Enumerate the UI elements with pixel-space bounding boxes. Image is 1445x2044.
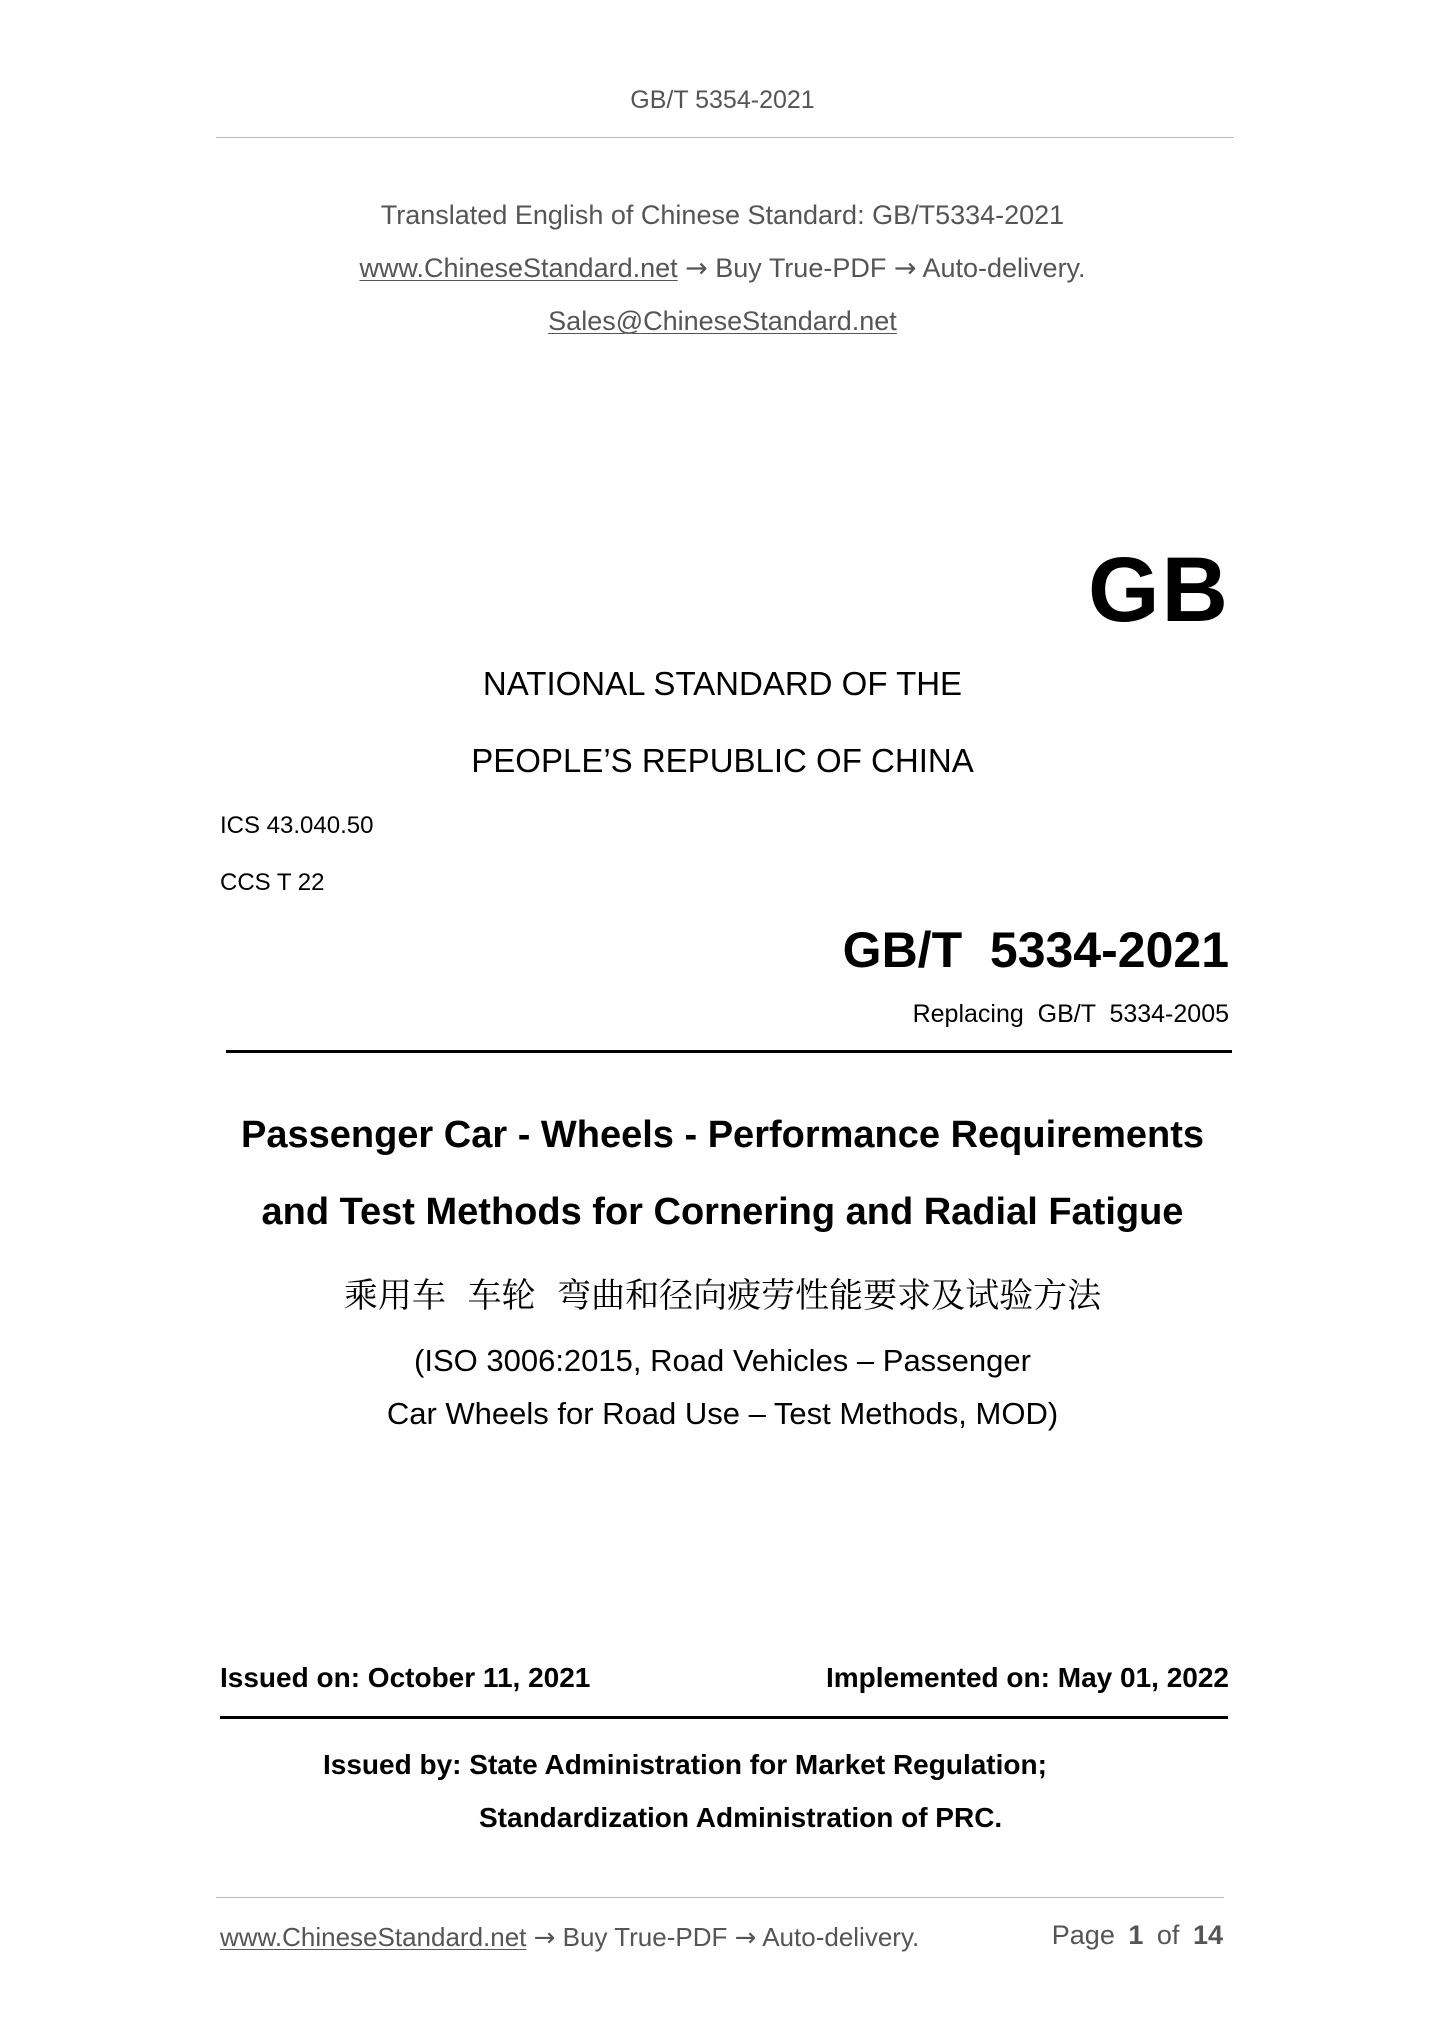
implemented-on: Implemented on: May 01, 2022 [825,1662,1229,1693]
footer-buy-text: Buy True-PDF [562,1922,728,1952]
delivery-text: Auto-delivery. [922,253,1086,283]
arrow-icon: → [685,253,708,284]
ics-code: ICS 43.040.50 [220,812,374,839]
promo-links-line [0,253,1445,284]
arrow-icon: → [533,1923,556,1953]
standard-number: GB/T 5334-2021 [842,922,1229,978]
page-label: Page [1051,1920,1115,1950]
iso-line-2: Car Wheels for Road Use – Test Methods, MOD) [386,1396,1059,1431]
replacing-note: Replacing GB/T 5334-2005 [912,1000,1229,1028]
page-indicator [1052,1920,1223,1951]
issued-by-line-2: Standardization Administration of PRC. [479,1802,1003,1833]
footer-site-link[interactable]: www.ChineseStandard.net [220,1922,527,1952]
translated-line: Translated English of Chinese Standard: GB/T5334-2021 [380,200,1065,230]
page-current: 1 [1128,1920,1144,1950]
page-of: of [1156,1920,1180,1950]
running-header: GB/T 5354-2021 [630,86,815,114]
issued-on: Issued on: October 11, 2021 [220,1662,591,1693]
chinese-title: 乘用车 车轮 弯曲和径向疲劳性能要求及试验方法 [343,1276,1102,1316]
email-link[interactable]: Sales@ChineseStandard.net [548,306,897,336]
footer-divider [216,1897,1224,1898]
dates-divider [220,1716,1228,1719]
arrow-icon: → [893,253,917,284]
national-line-1: NATIONAL STANDARD OF THE [482,665,963,702]
title-line-2: and Test Methods for Cornering and Radial Fatigue [261,1191,1184,1233]
national-line-2: PEOPLE’S REPUBLIC OF CHINA [471,742,974,779]
site-link[interactable]: www.ChineseStandard.net [359,253,678,283]
footer-links [220,1922,919,1953]
header-divider [216,137,1234,138]
issued-by-line-1: Issued by: State Administration for Market Regulation; [323,1749,1047,1780]
title-divider [226,1050,1232,1053]
buy-text: Buy True-PDF [715,253,887,283]
ccs-code: CCS T 22 [220,869,325,896]
page-total: 14 [1192,1920,1223,1950]
arrow-icon: → [734,1923,757,1953]
iso-line-1: (ISO 3006:2015, Road Vehicles – Passenger [414,1343,1031,1378]
gb-mark: GB [1088,539,1230,641]
footer-delivery-text: Auto-delivery. [762,1922,920,1952]
title-line-1: Passenger Car - Wheels - Performance Requirements [240,1114,1204,1156]
email-line [0,306,1445,337]
